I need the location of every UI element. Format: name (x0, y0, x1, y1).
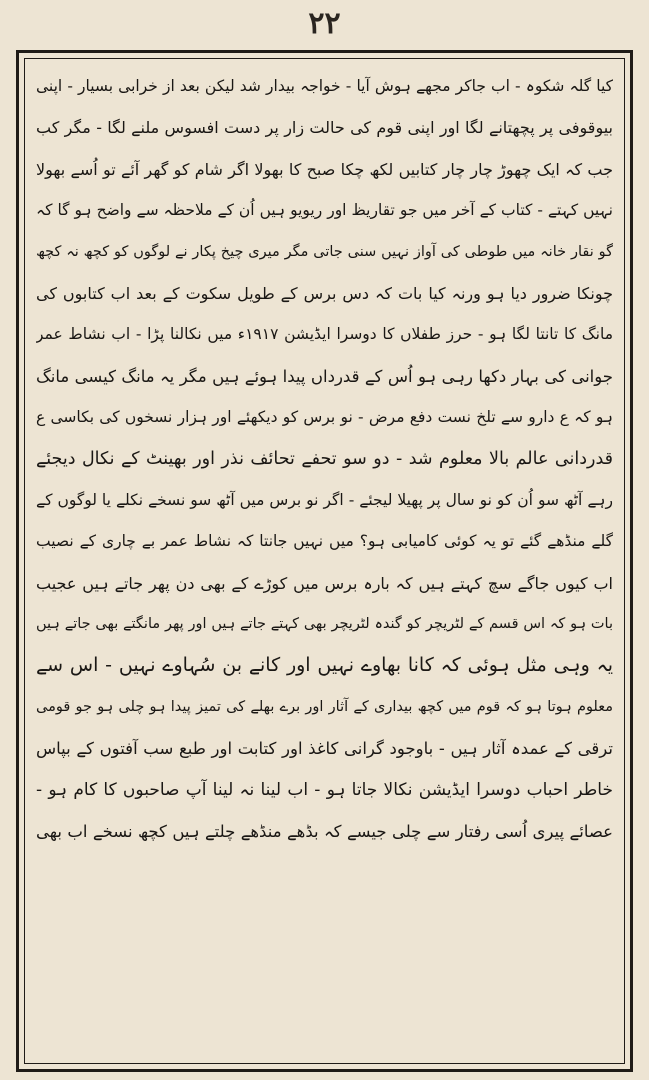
text-line: چونکا ضرور دیا ہو ورنہ کیا بات کہ دس برس کے طویل سکوت کے بعد اب کتابوں کی (36, 283, 613, 303)
text-line: کیا گلہ شکوہ - اب جاکر مجھے ہوش آیا - خواجہ بیدار شد لیکن بعد از خرابی بسیار - اپنی (36, 77, 613, 95)
text-line: رہے آٹھ سو اُن کو نو سال پر پھیلا لیجئے - اگر نو برس میں آٹھ سو نسخے نکلے یا لوگوں کے (36, 490, 613, 509)
body-text (36, 66, 613, 1060)
text-line: معلوم ہوتا ہو کہ قوم میں کچھ بیداری کے آثار اور برے بھلے کی تمیز پیدا ہو چلی ہو جو قومی (36, 698, 613, 715)
text-line: جوانی کی بہار دکھا رہی ہو اُس کے قدرداں پیدا ہوئے ہیں مگر یہ مانگ کیسی مانگ (36, 366, 613, 386)
text-line: گو نقار خانہ میں طوطی کی آواز نہیں سنی جاتی مگر میری چیخ پکار نے لوگوں کو کچھ نہ کچھ (36, 243, 613, 260)
text-line: ترقی کے عمدہ آثار ہیں - باوجود گرانی کاغذ اور کتابت اور طبع سب آفتوں کے بپاس (36, 739, 613, 759)
text-line: جب کہ ایک چھوڑ چار چار کتابیں لکھ چکا صبح کا بھولا اگر شام کو گھر آئے تو اُسے بھولا (36, 159, 613, 179)
text-line: خاطر احباب دوسرا ایڈیشن نکالا جاتا ہو - اب لینا نہ لینا آپ صاحبوں کا کام ہو - (36, 779, 613, 800)
text-line: مانگ کا تانتا لگا ہو - حرز طفلاں کا دوسرا ایڈیشن ۱۹۱۷ء میں نکالنا پڑا - اب نشاط عمر (36, 325, 613, 344)
text-line: گلے منڈھے گئے تو یہ کوئی کامیابی ہو؟ میں نہیں جانتا کہ نشاط عمر بے چاری کے نصیب (36, 532, 613, 551)
text-line: نہیں کہتے - کتاب کے آخر میں جو تقاریظ اور ریویو ہیں اُن کے ملاحظہ سے واضح ہو گا کہ (36, 201, 613, 220)
text-line: یہ وہی مثل ہوئی کہ کانا بھاوے نہیں اور کانے بن سُہاوے نہیں - اس سے (36, 654, 613, 677)
text-line: بیوقوفی پر پچھتانے لگا اور اپنی قوم کی حالت زار پر دست افسوس ملنے لگا - مگر کب (36, 118, 613, 138)
text-line: قدردانی عالم بالا معلوم شد - دو سو تحفے تحائف نذر اور بھینٹ کے نکال دیجئے (36, 448, 613, 469)
page-number: ۲۲ (308, 6, 341, 41)
text-line: بات ہو کہ اس قسم کے لٹریچر کو گندہ لٹریچر بھی کہتے جاتے ہیں اور پھر مانگتے بھی جاتے ہیں (36, 616, 613, 633)
text-line: عصائے پیری اُسی رفتار سے چلی جیسے کہ بڈھے منڈھے چلتے ہیں کچھ نسخے اب بھی (36, 822, 613, 842)
text-line: اب کیوں جاگے سچ کہتے ہیں کہ بارہ برس میں کوڑے کے بھی دن پھر جاتے ہیں عجیب (36, 573, 613, 593)
text-line: ہو کہ ع دارو سے تلخ نست دفع مرض - نو برس کو دیکھئے اور ہزار نسخوں کی بکاسی ع (36, 408, 613, 427)
